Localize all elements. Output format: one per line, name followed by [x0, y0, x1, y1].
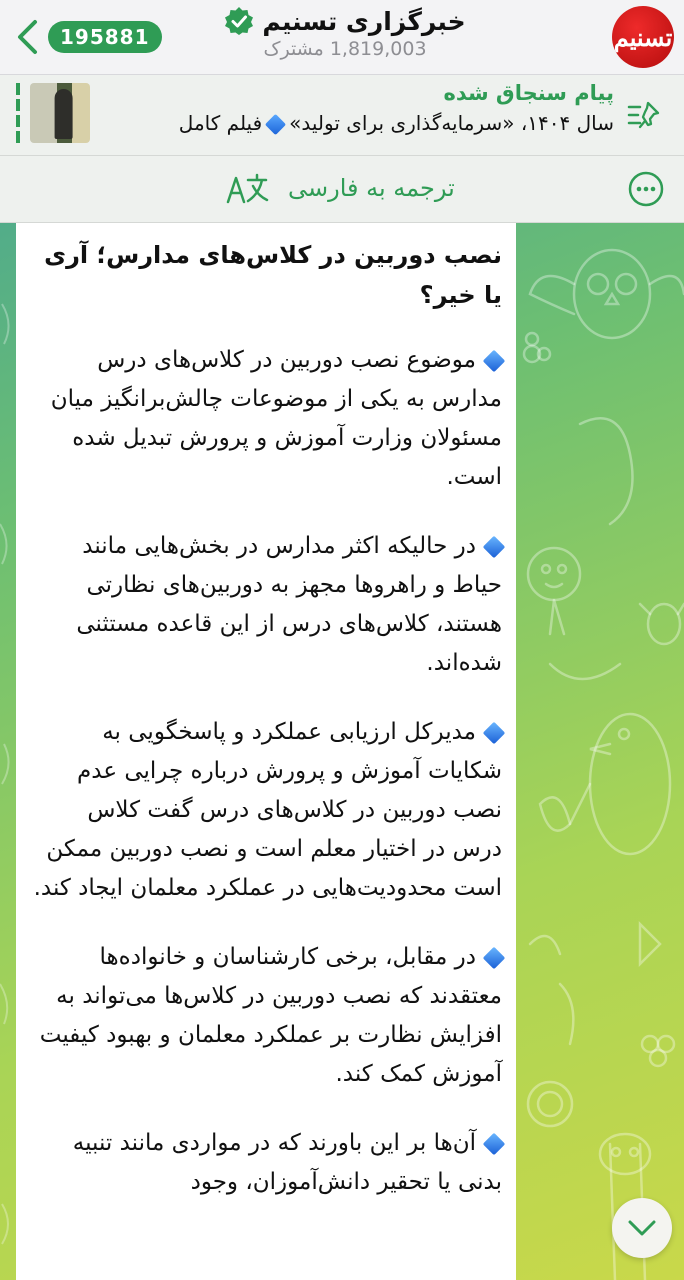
- paragraph-text: در مقابل، برخی کارشناسان و خانواده‌ها معتقدند که نصب دوربین در کلاس‌ها می‌تواند به افزایش نظارت بر عملکرد معلمان و بهبود کیفیت آموزش کمک کند.: [39, 944, 502, 1087]
- blue-diamond-icon: [483, 535, 506, 558]
- blue-diamond-icon: [483, 946, 506, 969]
- paragraph-text: آن‌ها بر این باورند که در مواردی مانند تنبیه بدنی یا تحقیر دانش‌آموزان، وجود: [72, 1130, 502, 1195]
- message-paragraph: [32, 938, 502, 1094]
- chat-header: [0, 0, 684, 75]
- pin-list-icon[interactable]: [626, 97, 662, 133]
- blue-diamond-icon: [483, 1132, 506, 1155]
- translate-bar: [0, 156, 684, 223]
- background-doodles: [520, 224, 684, 1280]
- paragraph-text: در حالیکه اکثر مدارس در بخش‌هایی مانند حیاط و راهروها مجهز به دوربین‌های نظارتی هستند، کلاس‌های درس از این قاعده مستثنی شده‌اند.: [76, 533, 502, 676]
- message-title: نصب دوربین در کلاس‌های مدارس؛ آری یا خیر؟: [44, 241, 502, 309]
- paragraph-text: مدیرکل ارزیابی عملکرد و پاسخگویی به شکایات آموزش و پرورش درباره چرایی عدم نصب دوربین در کلاس‌های درس گفت کلاس درس در اختیار معلم است و نصب دوربین ممکن است محدودیت‌هایی در عملکرد معلمان ایجاد کند.: [33, 719, 502, 901]
- verified-badge-icon: [224, 6, 254, 36]
- pinned-message-suffix: فیلم کامل: [178, 111, 263, 135]
- chevron-down-icon: [627, 1219, 657, 1237]
- back-button[interactable]: [10, 17, 162, 57]
- scroll-to-bottom-button[interactable]: [612, 1198, 672, 1258]
- blue-diamond-icon: [483, 721, 506, 744]
- message-paragraph: [32, 1124, 502, 1202]
- channel-avatar[interactable]: [612, 6, 674, 68]
- paragraph-text: موضوع نصب دوربین در کلاس‌های درس مدارس به یکی از موضوعات چالش‌برانگیز میان مسئولان وزارت آموزش و پرورش تبدیل شده است.: [50, 347, 502, 490]
- subscriber-count: 1,819,003 مشترک: [263, 38, 427, 60]
- translate-button[interactable]: [226, 170, 455, 206]
- pinned-text-area[interactable]: [100, 81, 614, 135]
- thumbnail-figure: [55, 89, 73, 139]
- message-bubble[interactable]: [16, 223, 516, 1280]
- background-doodle-left: [0, 224, 16, 1280]
- translate-label[interactable]: ترجمه به فارسی: [288, 174, 455, 202]
- blue-diamond-icon: [265, 114, 286, 135]
- avatar-logo-text: تسنیم: [613, 22, 673, 52]
- pinned-label: پیام سنجاق شده: [443, 81, 614, 105]
- chevron-left-icon[interactable]: [10, 17, 44, 57]
- message-paragraph: [32, 527, 502, 683]
- channel-title[interactable]: خبرگزاری تسنیم: [262, 6, 466, 36]
- message-paragraph: [32, 341, 502, 497]
- pinned-message-prefix: سال ۱۴۰۴، «سرمایه‌گذاری برای تولید»: [289, 111, 614, 135]
- pinned-message-text: [100, 111, 614, 135]
- translate-icon: [226, 170, 270, 206]
- blue-diamond-icon: [483, 349, 506, 372]
- unread-count-badge[interactable]: 195881: [48, 21, 162, 53]
- pinned-thumbnail[interactable]: [30, 83, 90, 143]
- pinned-message-bar[interactable]: [0, 75, 684, 156]
- pinned-indicator: [16, 83, 20, 147]
- message-text: [16, 223, 516, 1202]
- channel-info[interactable]: [200, 6, 490, 60]
- more-options-icon[interactable]: [628, 171, 664, 207]
- message-paragraph: [32, 713, 502, 908]
